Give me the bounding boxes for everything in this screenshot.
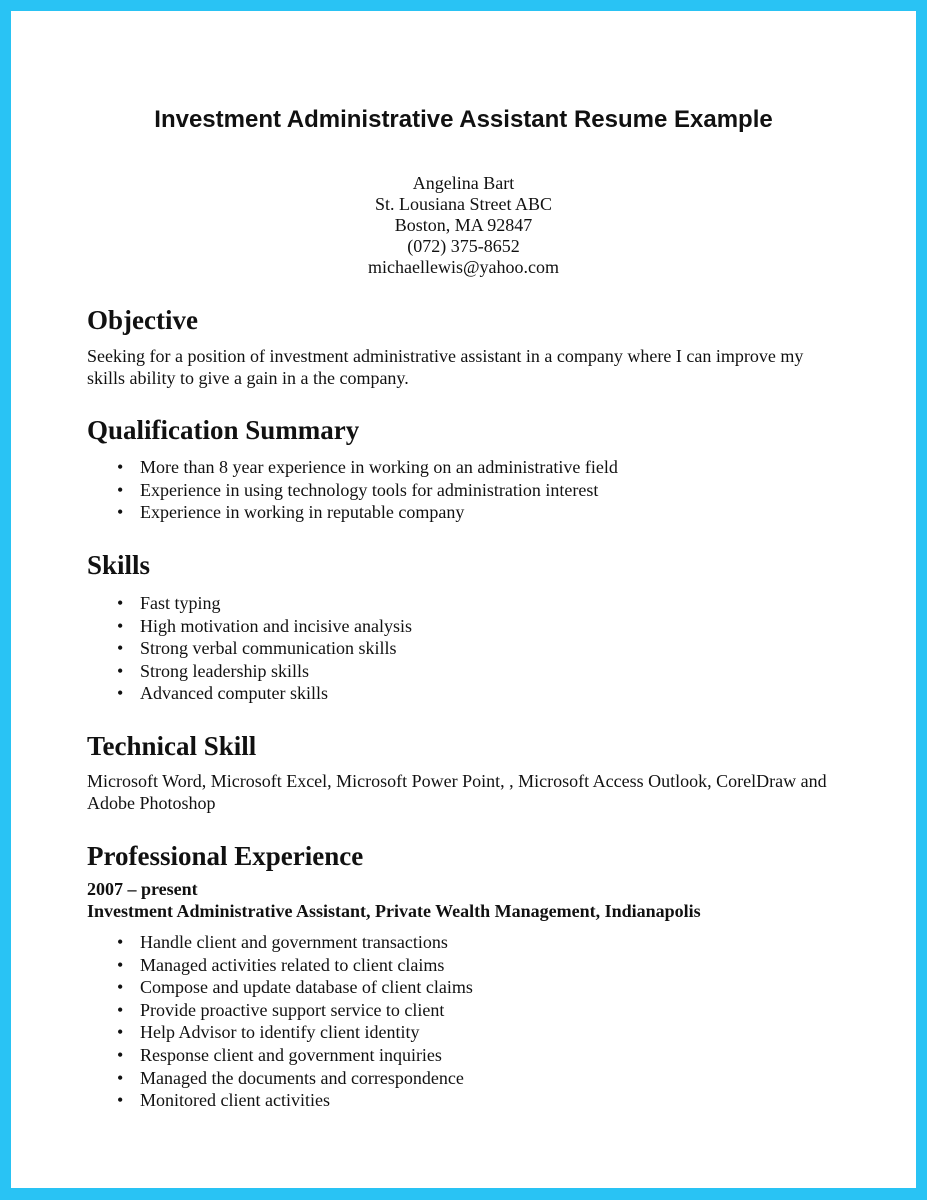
technical-line: Adobe Photoshop [87,792,216,813]
skills-heading: Skills [87,550,151,580]
list-item: • Response client and government inquiries [87,1044,701,1067]
experience-heading: Professional Experience [87,841,364,871]
list-item: • High motivation and incisive analysis [87,615,412,638]
list-item: • Strong leadership skills [87,660,412,683]
experience-period: 2007 – present [87,879,198,899]
document-title: Investment Administrative Assistant Resume Example [154,106,773,133]
list-item: • Compose and update database of client claims [87,976,701,999]
technical-section [87,730,887,814]
contact-block [11,173,916,278]
qualification-section [87,414,618,524]
experience-section [87,840,701,1112]
list-item: • Monitored client activities [87,1089,701,1112]
list-item: • More than 8 year experience in working on an administrative field [87,456,618,479]
list-item: • Help Advisor to identify client identity [87,1021,701,1044]
contact-street: St. Lousiana Street ABC [375,194,552,214]
list-item: • Strong verbal communication skills [87,637,412,660]
list-item: • Managed activities related to client claims [87,954,701,977]
contact-email: michaellewis@yahoo.com [367,257,560,277]
objective-line: Seeking for a position of investment administrative assistant in a company where I can improve my [87,346,804,366]
technical-line: Microsoft Word, Microsoft Excel, Microsoft Power Point, , Microsoft Access Outlook, CorelDraw and [87,771,827,791]
list-item: • Advanced computer skills [87,682,412,705]
objective-heading: Objective [87,305,198,335]
list-item: • Experience in working in reputable company [87,501,618,524]
list-item: • Fast typing [87,592,412,615]
objective-section [87,304,847,389]
contact-city: Boston, MA 92847 [394,215,533,235]
skills-section [87,549,412,705]
contact-phone: (072) 375-8652 [407,236,520,256]
objective-line: skills ability to give a gain in a the company. [87,367,409,388]
technical-heading: Technical Skill [87,731,257,761]
list-item: • Experience in using technology tools for administration interest [87,479,618,502]
experience-position: Investment Administrative Assistant, Private Wealth Management, Indianapolis [87,900,701,921]
list-item: • Managed the documents and correspondence [87,1067,701,1090]
resume-page [11,11,916,1188]
qualification-heading: Qualification Summary [87,415,360,445]
list-item: • Provide proactive support service to client [87,999,701,1022]
list-item: • Handle client and government transactions [87,931,701,954]
contact-name: Angelina Bart [412,173,515,193]
